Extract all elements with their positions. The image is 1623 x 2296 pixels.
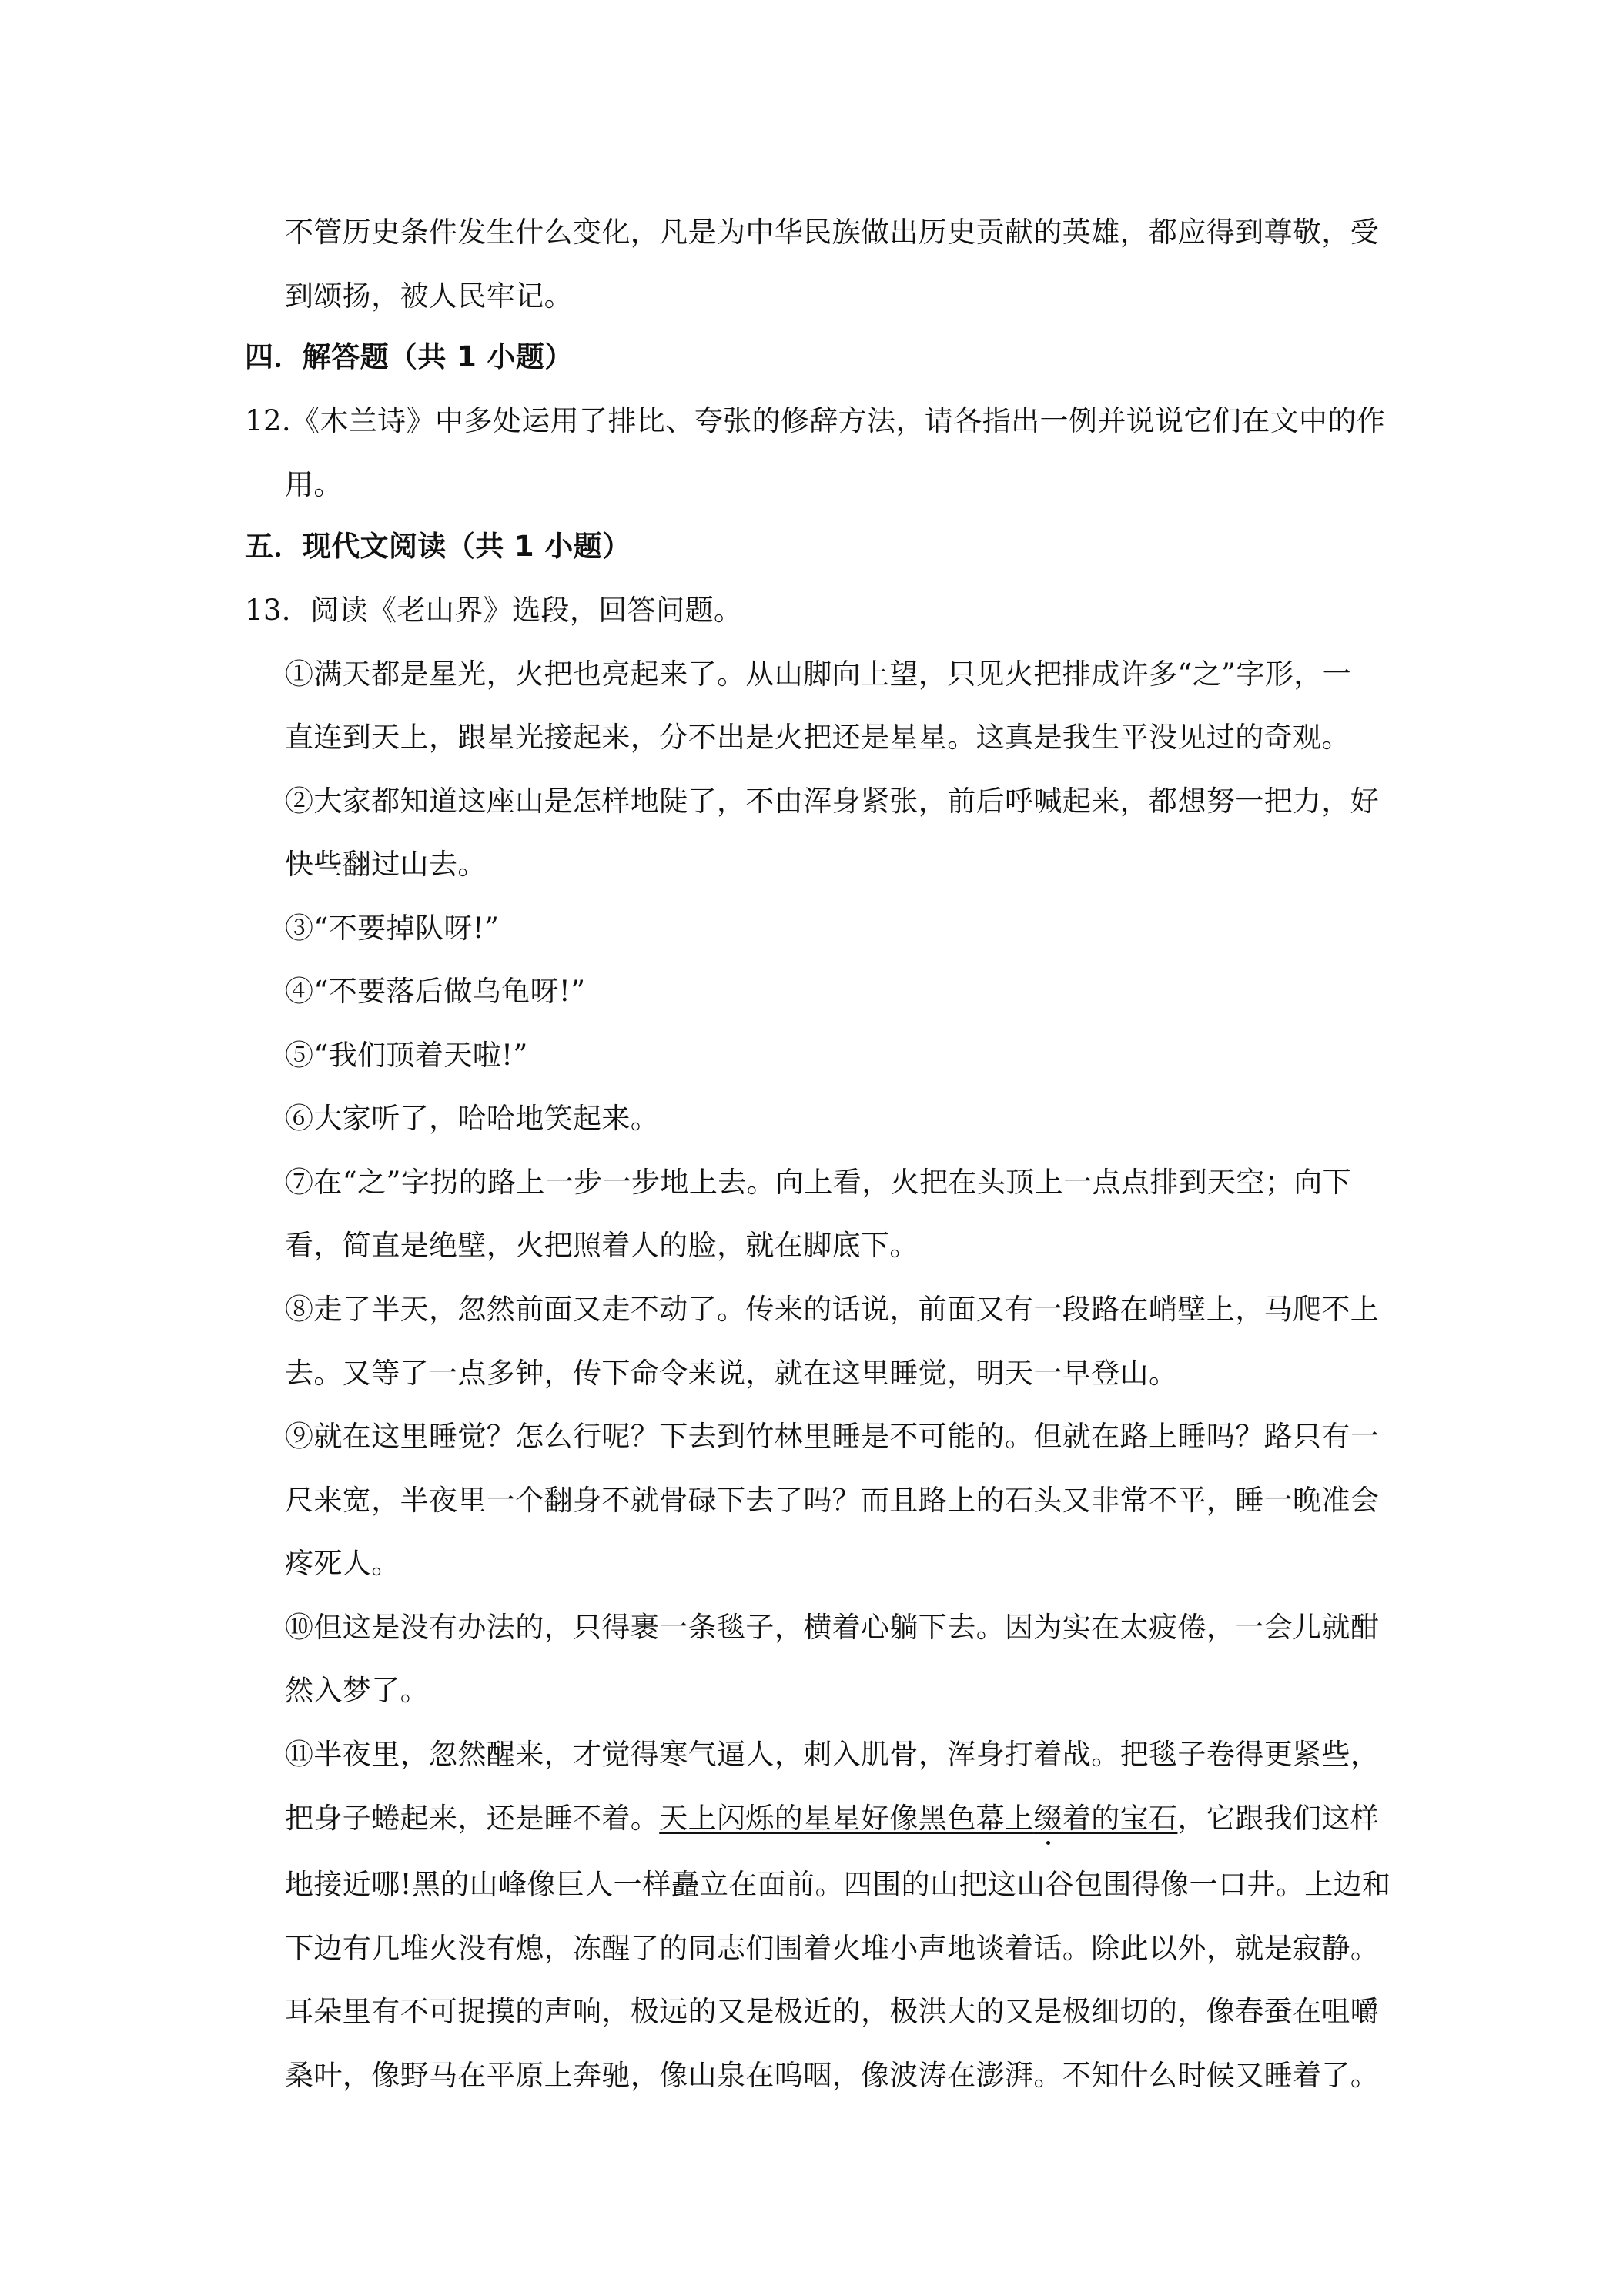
question-12-line-1: 12.《木兰诗》中多处运用了排比、夸张的修辞方法，请各指出一例并说说它们在文中的作	[245, 404, 1386, 437]
paragraph-5: ⑤“我们顶着天啦!”	[285, 1039, 528, 1072]
paragraph-3: ③“不要掉队呀!”	[285, 912, 500, 945]
question-13-prompt: 13．阅读《老山界》选段，回答问题。	[245, 594, 743, 627]
paragraph-9-line-3: 疼死人。	[285, 1547, 400, 1580]
underlined-sentence-part-1: 天上闪烁的星星好像黑色幕上	[659, 1802, 1034, 1835]
paragraph-11-line-2-tail: ，它跟我们这样	[1177, 1802, 1380, 1835]
paragraph-4: ④“不要落后做乌龟呀!”	[285, 975, 586, 1008]
paragraph-11-line-2-lead: 把身子蜷起来，还是睡不着。	[285, 1802, 660, 1835]
section-5-heading: 五．现代文阅读（共 1 小题）	[245, 530, 631, 563]
paragraph-11-line-4: 下边有几堆火没有熄，冻醒了的同志们围着火堆小声地谈着话。除此以外，就是寂静。	[285, 1932, 1380, 1965]
emphasis-dot-character: 缀	[1033, 1802, 1062, 1835]
paragraph-7-line-2: 看，简直是绝壁，火把照着人的脸，就在脚底下。	[285, 1229, 919, 1262]
intro-line-1: 不管历史条件发生什么变化，凡是为中华民族做出历史贡献的英雄，都应得到尊敬，受	[285, 216, 1380, 249]
paragraph-2-line-2: 快些翻过山去。	[285, 848, 487, 881]
paragraph-11-line-5: 耳朵里有不可捉摸的声响，极远的又是极近的，极洪大的又是极细切的，像春蚕在咀嚼	[285, 1995, 1380, 2028]
paragraph-8-line-1: ⑧走了半天，忽然前面又走不动了。传来的话说，前面又有一段路在峭壁上，马爬不上	[285, 1293, 1380, 1326]
paragraph-9-line-2: 尺来宽，半夜里一个翻身不就骨碌下去了吗？而且路上的石头又非常不平，睡一晚准会	[285, 1484, 1380, 1517]
paragraph-2-line-1: ②大家都知道这座山是怎样地陡了，不由浑身紧张，前后呼喊起来，都想努一把力，好	[285, 785, 1380, 818]
underlined-sentence-part-2: 着的宝石	[1062, 1802, 1178, 1835]
paragraph-1-line-2: 直连到天上，跟星光接起来，分不出是火把还是星星。这真是我生平没见过的奇观。	[285, 721, 1350, 754]
paragraph-6: ⑥大家听了，哈哈地笑起来。	[285, 1102, 660, 1135]
paragraph-11-line-6: 桑叶，像野马在平原上奔驰，像山泉在呜咽，像波涛在澎湃。不知什么时候又睡着了。	[285, 2059, 1380, 2092]
paragraph-9-line-1: ⑨就在这里睡觉？怎么行呢？下去到竹林里睡是不可能的。但就在路上睡吗？路只有一	[285, 1420, 1380, 1453]
section-4-heading: 四．解答题（共 1 小题）	[245, 340, 574, 373]
paragraph-11-line-1: ⑪半夜里，忽然醒来，才觉得寒气逼人，刺入肌骨，浑身打着战。把毯子卷得更紧些，	[285, 1738, 1380, 1771]
question-12-line-2: 用。	[285, 468, 343, 501]
paragraph-1-line-1: ①满天都是星光，火把也亮起来了。从山脚向上望，只见火把排成许多“之”字形，一	[285, 658, 1352, 691]
paragraph-11-line-3: 地接近哪!黑的山峰像巨人一样矗立在面前。四围的山把这山谷包围得像一口井。上边和	[285, 1868, 1391, 1901]
paragraph-8-line-2: 去。又等了一点多钟，传下命令来说，就在这里睡觉，明天一早登山。	[285, 1357, 1178, 1390]
paragraph-10-line-2: 然入梦了。	[285, 1674, 429, 1707]
paragraph-7-line-1: ⑦在“之”字拐的路上一步一步地上去。向上看，火把在头顶上一点点排到天空；向下	[285, 1166, 1352, 1199]
paragraph-11-line-2	[285, 1802, 1379, 1836]
intro-line-2: 到颂扬，被人民牢记。	[285, 279, 573, 313]
paragraph-10-line-1: ⑩但这是没有办法的，只得裹一条毯子，横着心躺下去。因为实在太疲倦，一会儿就酣	[285, 1611, 1380, 1644]
